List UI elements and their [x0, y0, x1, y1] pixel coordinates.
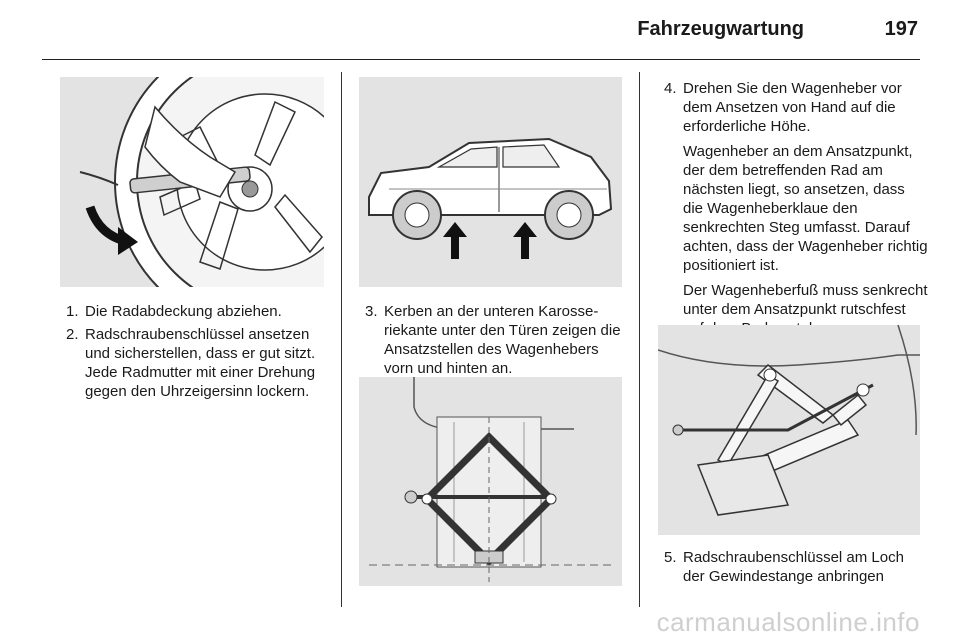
header-title: Fahrzeugwartung: [637, 18, 804, 40]
steps-list-col3-top: [658, 79, 928, 342]
figure-scissor-jack-perspective: [658, 325, 920, 535]
step-4-paragraph-1: Wagenheber an dem Ansatzpunkt, der dem betreffenden Rad am nächsten liegt, so ansetzen, dass die Wagenheberklaue den senkrechten Steg umfasst. Darauf achten, dass der Wagenheber richtig positioniert ist.: [683, 143, 928, 274]
figure-car-jack-points: [359, 77, 622, 287]
step-5: [658, 548, 928, 586]
step-3-number: 3.: [365, 303, 378, 320]
step-4-number: 4.: [664, 80, 677, 97]
jack-point-arrow-icon: [443, 222, 467, 259]
car-side-illustration: [359, 77, 622, 287]
step-5-text: Radschraubenschlüssel am Loch der Gewindestange anbringen: [683, 549, 904, 585]
scissor-jack-top-illustration: [359, 377, 622, 586]
step-4: [658, 79, 928, 338]
figure-wheel-wrench: [60, 77, 324, 287]
steps-list-col3-bottom: [658, 548, 928, 590]
scissor-jack-perspective-illustration: [658, 325, 920, 535]
step-1: [60, 302, 332, 321]
page-number: 197: [884, 18, 918, 40]
jack-point-arrow-icon: [513, 222, 537, 259]
watermark: carmanualsonline.info: [656, 607, 920, 637]
step-2: [60, 325, 332, 401]
steps-list-col2: [359, 302, 631, 382]
column-divider-1: [341, 72, 342, 607]
header-rule: [42, 59, 920, 60]
step-4-paragraph-2: Der Wagenheberfuß muss senkrecht unter dem Ansatzpunkt rutschfest: [683, 282, 928, 318]
step-2-text: Radschraubenschlüssel ansetzen und sicherstellen, dass er gut sitzt. Jede Radmutter mit einer Drehung gegen den Uhrzeigersinn lockern.: [85, 326, 316, 400]
step-2-number: 2.: [66, 326, 79, 343]
step-1-text: Die Radabdeckung abziehen.: [85, 303, 282, 320]
step-4-text: Drehen Sie den Wagenheber vor dem Ansetzen von Hand auf die erforderliche Höhe.: [683, 80, 902, 135]
step-3: [359, 302, 631, 378]
wheel-wrench-illustration: [60, 77, 324, 287]
column-divider-2: [639, 72, 640, 607]
step-3-text: Kerben an der unteren Karosseriekante unter den Türen zeigen die Ansatzstellen des Wagenhebers vorn und hinten an.: [384, 303, 621, 377]
figure-scissor-jack-top: [359, 377, 622, 586]
steps-list-col1: [60, 302, 332, 405]
step-5-number: 5.: [664, 549, 677, 566]
step-1-number: 1.: [66, 303, 79, 320]
